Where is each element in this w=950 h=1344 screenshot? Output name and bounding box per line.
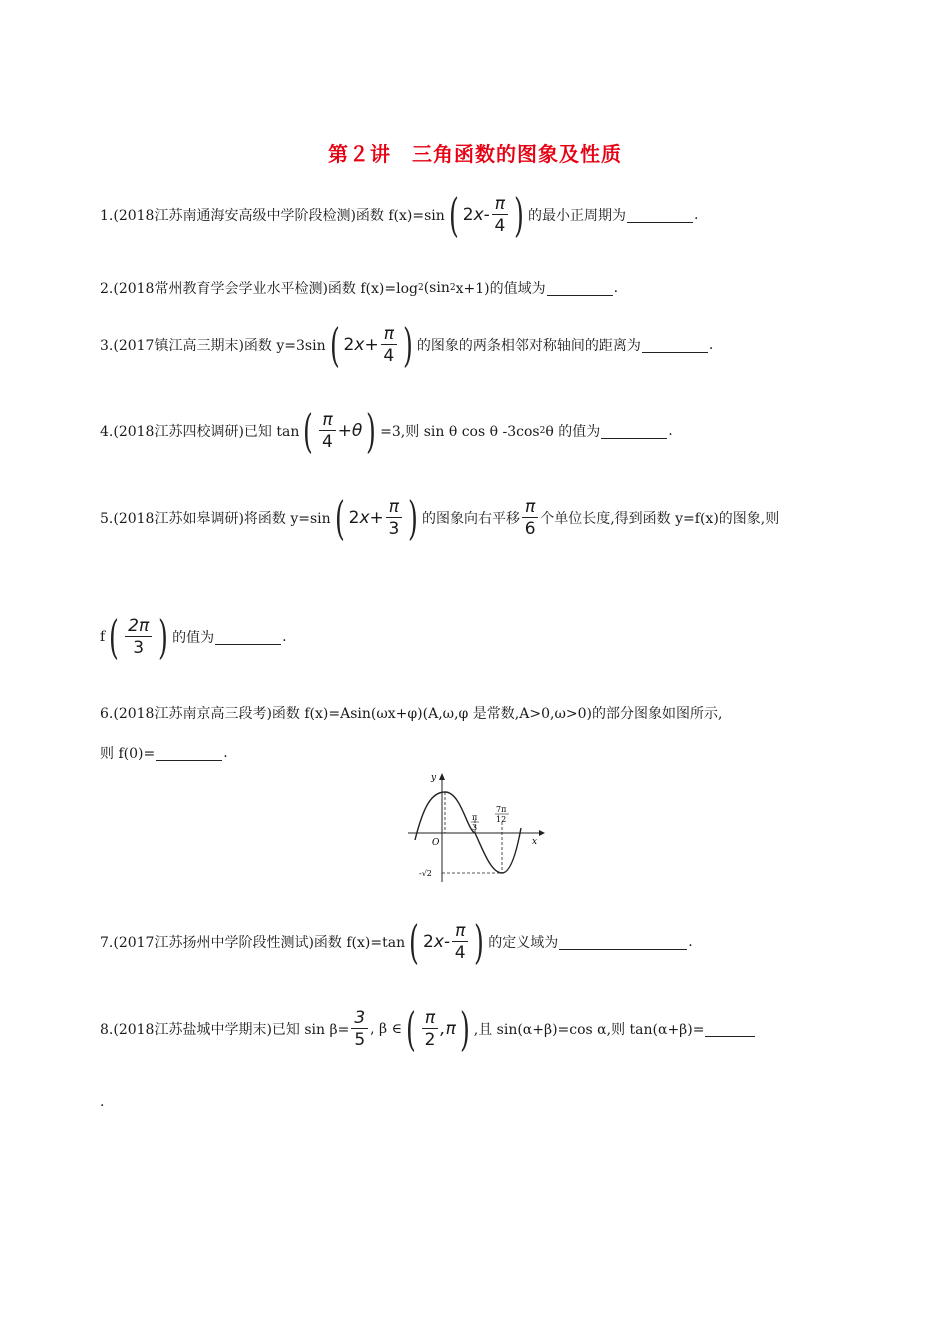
min-value-label: -√2: [419, 869, 432, 878]
sine-graph-figure: [405, 770, 545, 885]
answer-blank-2[interactable]: [547, 281, 613, 296]
tick-pi-den: 3: [472, 823, 478, 832]
x-axis-label: x: [532, 837, 538, 847]
answer-blank-4[interactable]: [601, 424, 667, 439]
q5-shift-fraction: $\frac{\pi}{6}$: [522, 497, 538, 540]
answer-blank-6[interactable]: [156, 746, 222, 761]
q1-paren: ( 2 x - $\frac{\pi}{4}$ ): [448, 188, 524, 242]
y-axis-label: y: [431, 773, 437, 783]
question-3: 3.(2017镇江高三期末)函数 y=3sin ( 2 x + $\frac{\pi}{4}$ ) 的图象的两条相邻对称轴间的距离为 .: [100, 318, 714, 372]
question-4: 4.(2018江苏四校调研)已知 tan ( $\frac{\pi}{4}$ + θ ) =3,则 sin θ cos θ -3cos 2 θ 的值为 .: [100, 404, 673, 458]
q5-paren: ( 2 x + $\frac{\pi}{3}$ ): [334, 491, 418, 545]
q4-paren: ( $\frac{\pi}{4}$ + θ ): [303, 404, 377, 458]
q5b-fraction: $\frac{2\pi}{3}$: [125, 616, 152, 659]
origin-label: O: [432, 838, 440, 848]
q8-interval: ( $\frac{\pi}{2}$ ,π ): [406, 1002, 470, 1056]
answer-blank-8[interactable]: [705, 1022, 755, 1037]
question-5: 5.(2018江苏如皋调研)将函数 y=sin ( 2 x + $\frac{\pi}{3}$ ) 的图象向右平移 $\frac{\pi}{6}$ 个单位长度,得到函数 y=f(x)的图象,则: [100, 491, 780, 545]
q3-paren: ( 2 x + $\frac{\pi}{4}$ ): [329, 318, 413, 372]
q1-text: 1.(2018江苏南通海安高级中学阶段检测)函数 f(x)=sin: [100, 208, 445, 224]
y-axis-arrow: [439, 773, 445, 780]
tick-7pi-num: 7π: [496, 805, 507, 814]
answer-blank-1[interactable]: [627, 208, 693, 223]
q8-sin-fraction: $\frac{3}{5}$: [351, 1008, 368, 1051]
q4-fraction: $\frac{\pi}{4}$: [319, 410, 335, 453]
q1-fraction: $\frac{\pi}{4}$: [492, 194, 508, 237]
question-1: 1.(2018江苏南通海安高级中学阶段检测)函数 f(x)=sin ( 2 x - $\frac{\pi}{4}$ ) 的最小正周期为 .: [100, 188, 699, 242]
question-7: 7.(2017江苏扬州中学阶段性测试)函数 f(x)=tan ( 2 x - $\frac{\pi}{4}$ ) 的定义域为 .: [100, 915, 693, 969]
question-8: 8.(2018江苏盐城中学期末)已知 sin β= $\frac{3}{5}$ , β ∈ ( $\frac{\pi}{2}$ ,π ) ,且 sin(α+β)=cos α,则 tan(α+β)=: [100, 1006, 756, 1052]
x-axis-arrow: [539, 830, 545, 836]
question-6: 6.(2018江苏南京高三段考)函数 f(x)=Asin(ωx+φ)(A,ω,φ 是常数,A>0,ω>0)的部分图象如图所示,: [100, 706, 723, 722]
question-2: 2.(2018常州教育学会学业水平检测)函数 f(x)=log 2 (sin 2 x+1)的值域为 .: [100, 280, 619, 297]
question-6-line2: 则 f(0)= .: [100, 745, 228, 762]
answer-blank-3[interactable]: [642, 338, 708, 353]
question-5-continued: f ( $\frac{2\pi}{3}$ ) 的值为 .: [100, 610, 287, 664]
question-8-continued: .: [100, 1094, 105, 1110]
q7-fraction: $\frac{\pi}{4}$: [452, 921, 468, 964]
answer-blank-5[interactable]: [215, 630, 281, 645]
q3-fraction: $\frac{\pi}{4}$: [381, 324, 397, 367]
tick-7pi-den: 12: [496, 815, 507, 824]
q7-paren: ( 2 x - $\frac{\pi}{4}$ ): [409, 915, 485, 969]
answer-blank-7[interactable]: [559, 935, 687, 950]
tick-pi-num: π: [472, 813, 478, 822]
q5-fraction: $\frac{\pi}{3}$: [386, 497, 402, 540]
page-title: 第２讲 三角函数的图象及性质: [328, 142, 622, 166]
